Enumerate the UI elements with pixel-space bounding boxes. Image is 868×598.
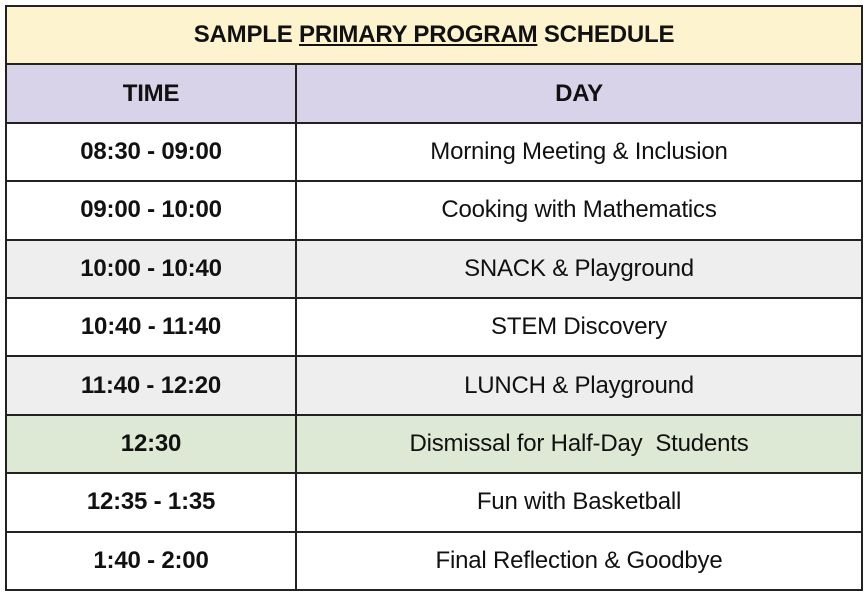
schedule-title — [6, 6, 862, 64]
time-cell: 12:35 - 1:35 — [6, 473, 296, 531]
title-prefix: SAMPLE — [193, 21, 293, 49]
activity-cell: STEM Discovery — [296, 298, 862, 356]
time-cell: 11:40 - 12:20 — [6, 356, 296, 414]
schedule-table — [5, 5, 863, 591]
activity-cell: Fun with Basketball — [296, 473, 862, 531]
title-highlight: PRIMARY PROGRAM — [299, 21, 538, 49]
time-cell: 10:00 - 10:40 — [6, 240, 296, 298]
header-day: DAY — [296, 64, 862, 122]
activity-cell: Cooking with Mathematics — [296, 181, 862, 239]
table-row — [6, 123, 862, 181]
table-row — [6, 356, 862, 414]
table-row — [6, 298, 862, 356]
title-suffix: SCHEDULE — [543, 21, 675, 49]
table-row — [6, 181, 862, 239]
table-row — [6, 473, 862, 531]
time-cell: 1:40 - 2:00 — [6, 532, 296, 590]
time-cell: 08:30 - 09:00 — [6, 123, 296, 181]
table-row — [6, 240, 862, 298]
table-row — [6, 532, 862, 590]
title-row — [6, 6, 862, 64]
activity-cell: SNACK & Playground — [296, 240, 862, 298]
activity-cell: LUNCH & Playground — [296, 356, 862, 414]
activity-cell: Final Reflection & Goodbye — [296, 532, 862, 590]
time-cell: 10:40 - 11:40 — [6, 298, 296, 356]
header-time: TIME — [6, 64, 296, 122]
time-cell: 09:00 - 10:00 — [6, 181, 296, 239]
activity-cell: Dismissal for Half-Day Students — [296, 415, 862, 473]
activity-cell: Morning Meeting & Inclusion — [296, 123, 862, 181]
header-row — [6, 64, 862, 122]
table-row — [6, 415, 862, 473]
time-cell: 12:30 — [6, 415, 296, 473]
